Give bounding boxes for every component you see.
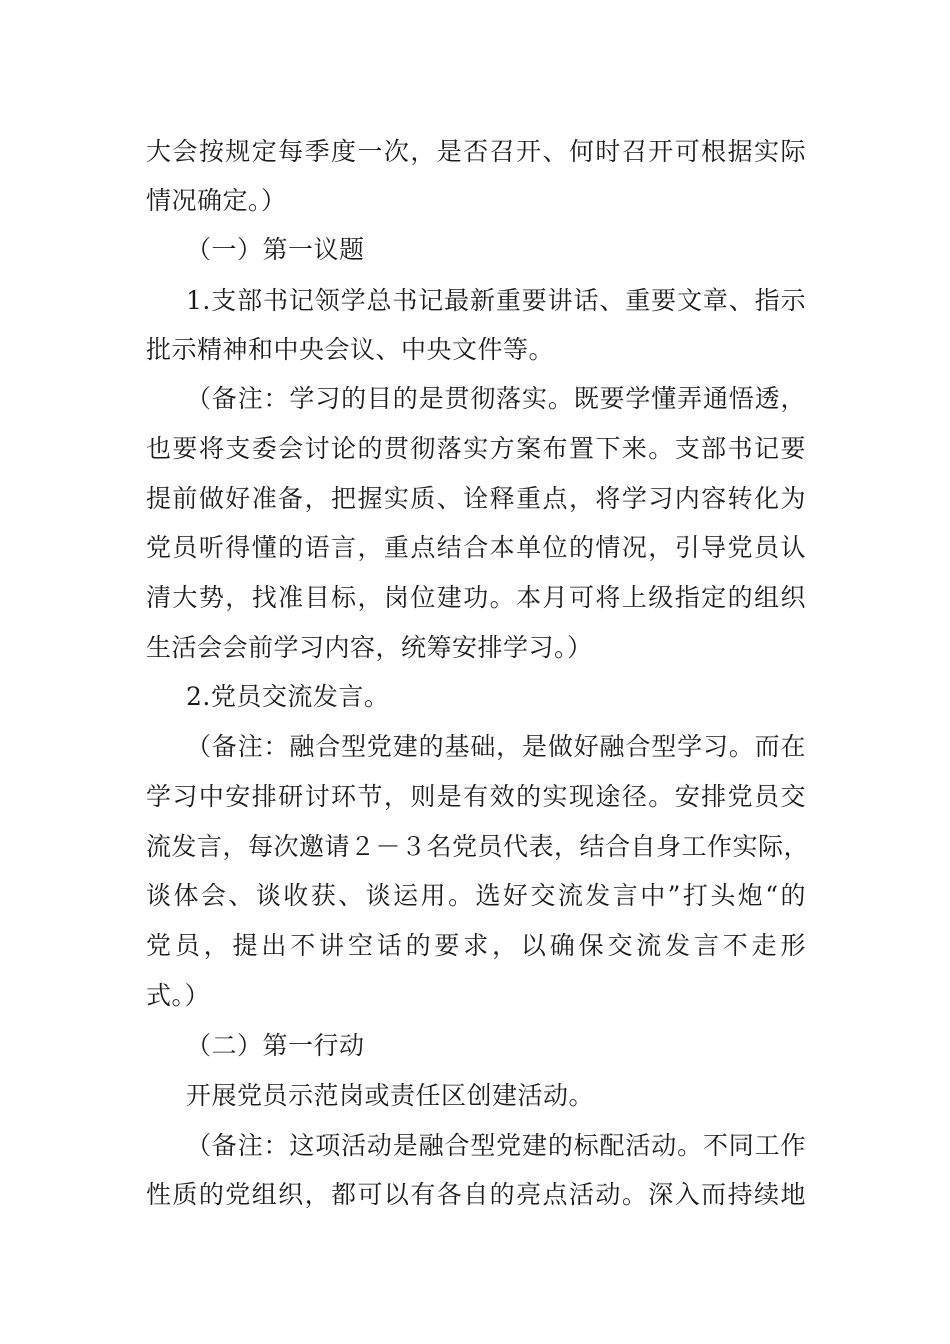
paragraph-line: （备注：学习的目的是贯彻落实。既要学懂弄通悟透，: [186, 384, 806, 413]
paragraph-line: 谈体会、谈收获、谈运用。选好交流发言中”打头炮“的: [146, 881, 806, 910]
paragraph-line: 流发言，每次邀请２－３名党员代表，结合自身工作实际，: [146, 832, 810, 861]
paragraph-line: 2.党员交流发言。: [186, 682, 390, 711]
paragraph-line: 批示精神和中央会议、中央文件等。: [146, 335, 555, 364]
paragraph-line: 党员听得懂的语言，重点结合本单位的情况，引导党员认: [146, 533, 806, 562]
paragraph-line: 清大势，找准目标，岗位建功。本月可将上级指定的组织: [146, 583, 806, 612]
paragraph-line: 1.支部书记领学总书记最新重要讲话、重要文章、指示: [186, 286, 806, 315]
paragraph-line: （备注：融合型党建的基础，是做好融合型学习。而在: [186, 732, 806, 761]
section-heading: （一）第一议题: [186, 235, 365, 264]
paragraph-line: 式。）: [146, 981, 211, 1010]
paragraph-line: （备注：这项活动是融合型党建的标配活动。不同工作: [186, 1131, 806, 1160]
section-heading: （二）第一行动: [186, 1031, 365, 1060]
paragraph-line: 学习中安排研讨环节，则是有效的实现途径。安排党员交: [146, 782, 806, 811]
paragraph-line: 提前做好准备，把握实质、诠释重点，将学习内容转化为: [146, 484, 806, 513]
paragraph-line: 也要将支委会讨论的贯彻落实方案布置下来。支部书记要: [146, 434, 806, 463]
paragraph-line: 开展党员示范岗或责任区创建活动。: [186, 1081, 595, 1110]
paragraph-line: 党员，提出不讲空话的要求，以确保交流发言不走形: [146, 931, 806, 960]
paragraph-line: 生活会会前学习内容，统筹安排学习。）: [146, 633, 593, 662]
paragraph-line: 大会按规定每季度一次，是否召开、何时召开可根据实际: [146, 137, 806, 166]
paragraph-line: 性质的党组织，都可以有各自的亮点活动。深入而持续地: [146, 1180, 806, 1209]
paragraph-line: 情况确定。）: [146, 186, 287, 215]
